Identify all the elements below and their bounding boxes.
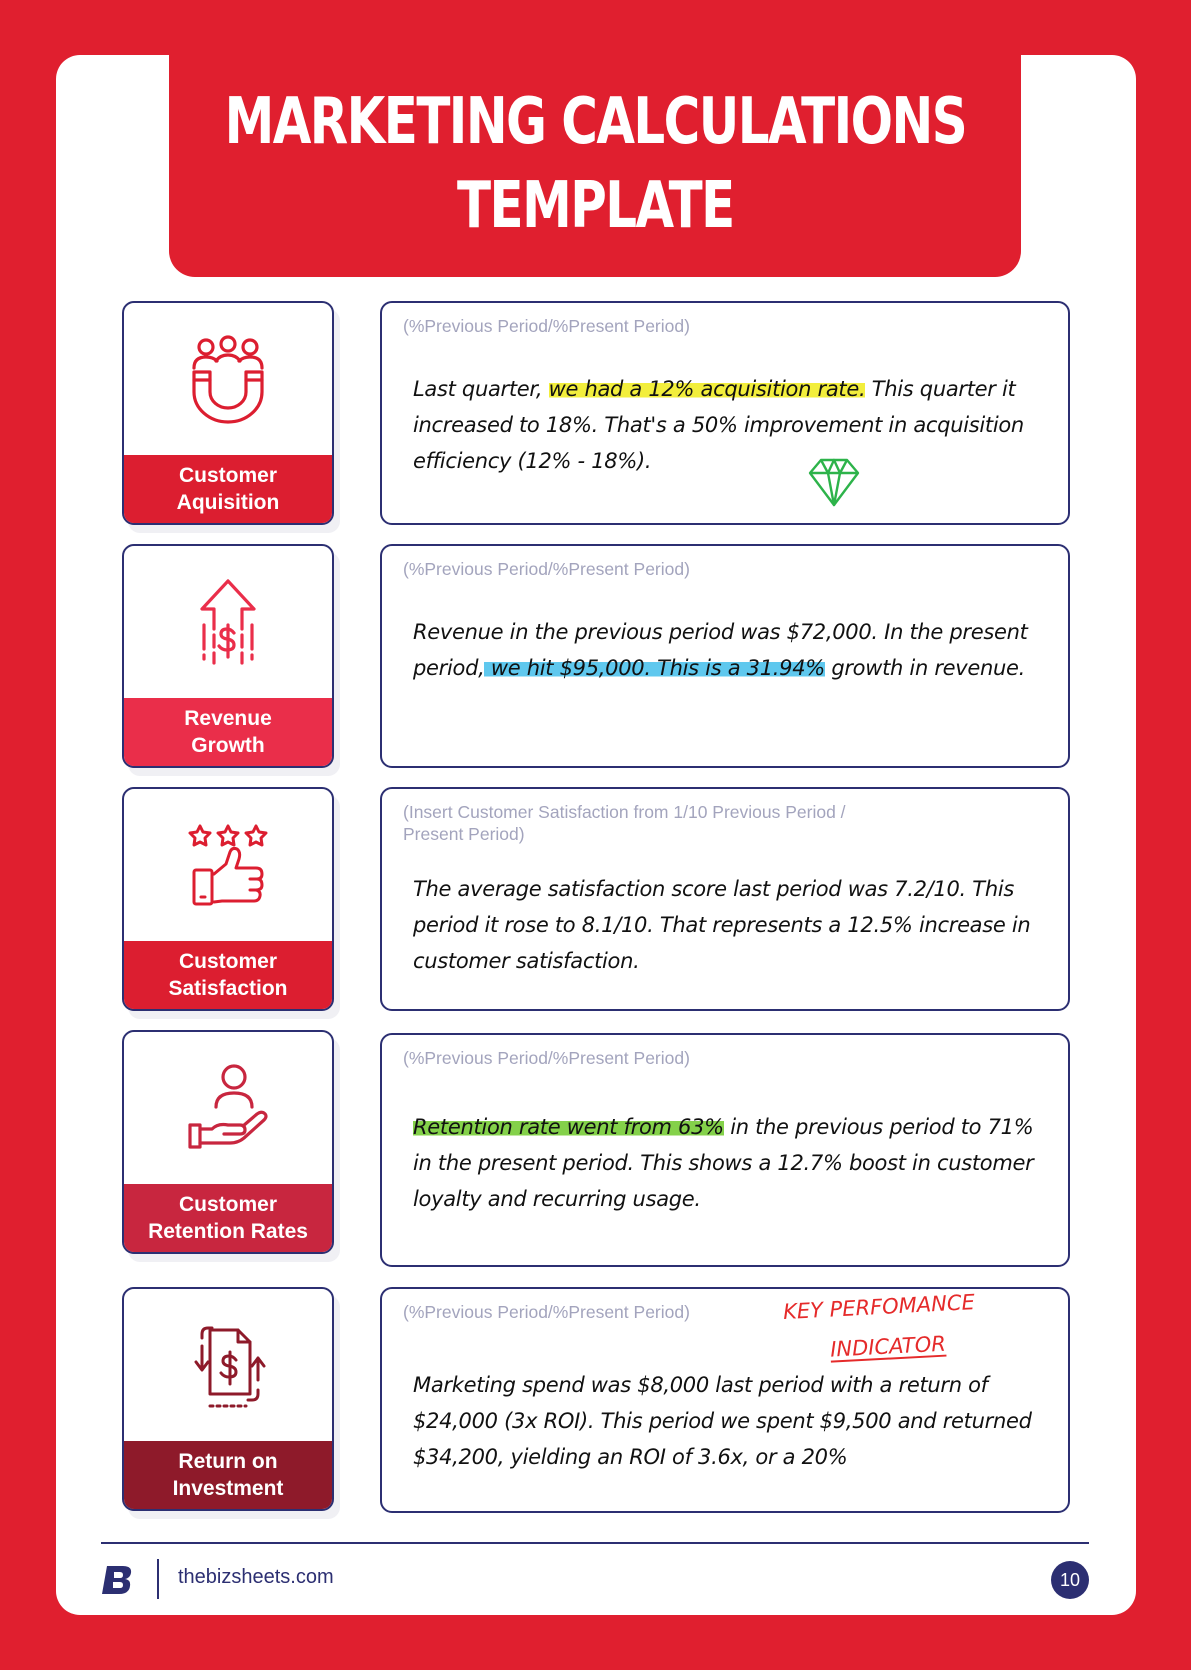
metric-card-return-on-investment xyxy=(122,1287,334,1511)
metric-note-box-revenue-growth xyxy=(380,544,1070,768)
footer-divider xyxy=(101,1542,1089,1544)
metric-label: Customer Aquisition xyxy=(124,455,332,523)
metric-card-customer-satisfaction xyxy=(122,787,334,1011)
handwritten-note: Retention rate went from 63% in the previous period to 71% in the present period. This shows a 12.7% boost in customer loyalty and recurring usage. xyxy=(413,1115,1034,1211)
formula-hint: (%Previous Period/%Present Period) xyxy=(403,1302,690,1322)
metric-label: Return on Investment xyxy=(124,1441,332,1509)
footer-site-link[interactable]: thebizsheets.com xyxy=(178,1566,334,1588)
metric-label: Customer Satisfaction xyxy=(124,941,332,1009)
metric-label: Revenue Growth xyxy=(124,698,332,766)
formula-hint: (Insert Customer Satisfaction from 1/10 Previous Period / Present Period) xyxy=(403,802,846,844)
handwritten-note: Marketing spend was $8,000 last period with a return of $24,000 (3x ROI). This period we spent $9,500 and returned $34,200, yielding an ROI of 3.6x, or a 20% xyxy=(413,1373,1032,1469)
metric-note-box-customer-acquisition xyxy=(380,301,1070,525)
handwritten-note: Revenue in the previous period was $72,000. In the present period, we hit $95,000. This is a 31.94% growth in revenue. xyxy=(413,620,1028,680)
bizsheets-logo-icon xyxy=(101,1562,135,1596)
metric-card-revenue-growth xyxy=(122,544,334,768)
metric-note-box-customer-satisfaction xyxy=(380,787,1070,1011)
page-number: 10 xyxy=(1051,1561,1089,1599)
metric-label: Customer Retention Rates xyxy=(124,1184,332,1252)
hand-person-icon xyxy=(186,1063,270,1153)
stars-thumbs-up-icon xyxy=(186,820,270,910)
formula-hint: (%Previous Period/%Present Period) xyxy=(403,1048,690,1068)
handwritten-note: Last quarter, we had a 12% acquisition rate. This quarter it increased to 18%. That's a 50% improvement in acquisition efficiency (12% - 18%). xyxy=(413,377,1024,473)
diamond-icon xyxy=(806,455,862,509)
formula-hint: (%Previous Period/%Present Period) xyxy=(403,559,690,579)
kpi-annotation: KEY PERFOMANCE INDICATOR xyxy=(782,1290,976,1362)
handwritten-note: The average satisfaction score last period was 7.2/10. This period it rose to 8.1/10. That represents a 12.5% increase in customer satisfaction. xyxy=(413,877,1031,973)
metric-note-box-customer-retention xyxy=(380,1033,1070,1267)
growth-arrow-dollar-icon xyxy=(186,577,270,667)
formula-hint: (%Previous Period/%Present Period) xyxy=(403,316,690,336)
header-banner xyxy=(169,55,1021,277)
footer-separator xyxy=(157,1559,159,1599)
metric-card-customer-retention xyxy=(122,1030,334,1254)
page-title: MARKETING CALCULATIONS TEMPLATE xyxy=(224,85,966,243)
document-dollar-cycle-icon xyxy=(186,1320,270,1410)
metric-card-customer-acquisition xyxy=(122,301,334,525)
magnet-people-icon xyxy=(186,334,270,424)
